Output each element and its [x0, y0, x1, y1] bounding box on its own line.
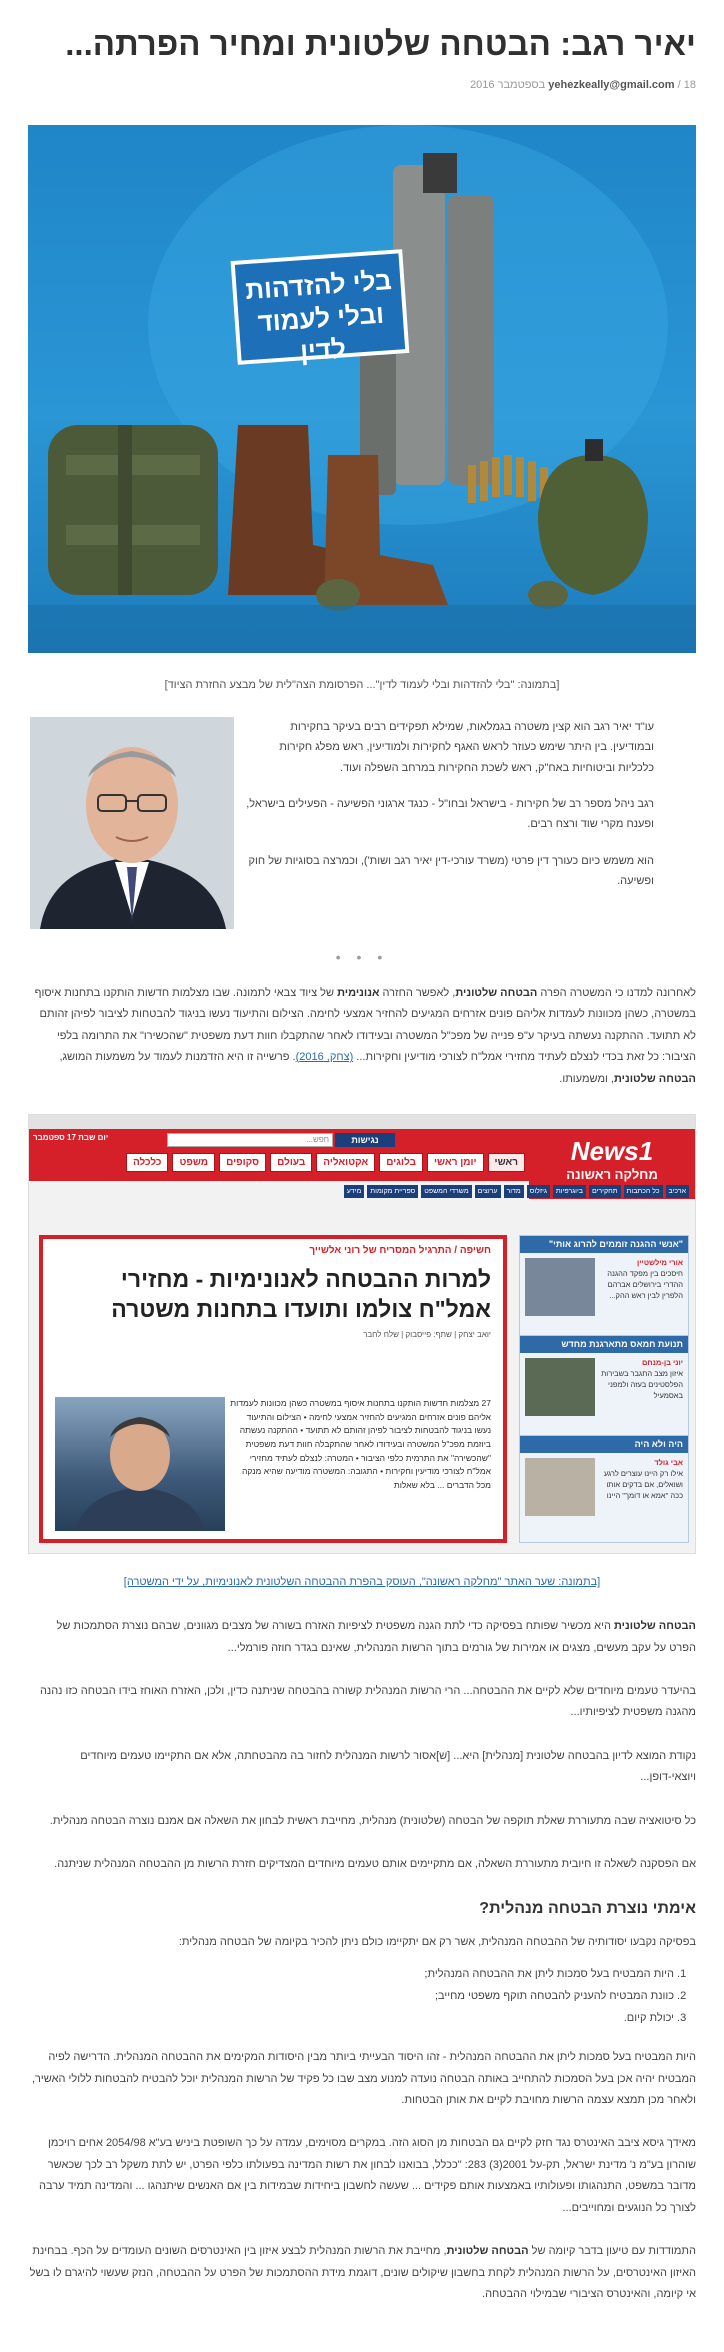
news-side-head: "אנשי ההגנה זוממים להרוג אותי" [520, 1236, 688, 1253]
hero-sign-line2: ובלי לעמוד לדין [256, 298, 385, 367]
news-nav-item[interactable]: בלוגים [379, 1153, 423, 1172]
body-paragraph: אם הפסקנה לשאלה זו חיובית מתעוררת השאלה, אם מתקיימים אותם טעמים מיוחדים המצדיקים חזרת הרשות מן ההבטחה המנהלית שניתנה. [54, 1858, 696, 1871]
intro-text: , ומשמעותו. [559, 1072, 614, 1085]
body-text: , מחייבת את הרשות המנהלית לבצע איזון בין האינטרסים השונים העומדים על הכף. בבחינת האיזון האינטרסים, על הרשות המנהלית לקחת בחשבון שיקולים שונים, דוגמת מידת ההסתמכות של הפרט על ההבטחה, הנזק שעשוי להיגרם לו בשל אי קיומה, והאינטרס הציבורי שבמילוי ההבטחה. [29, 2245, 696, 2300]
body-paragraph [28, 1616, 696, 1659]
list-item: 3. יכולת קיום. [28, 2007, 674, 2029]
news-side-block[interactable] [520, 1236, 688, 1336]
intro-text: של ציוד צבאי לתמונה. שבו מצלמות חדשות הותקנו בתחנות איסוף במשטרה, כשהן מכוונות לעמדות אליהם פונים אזרחים המגיעים להחזיר אמצעי לחימה. הצילום והתיעוד נעשו בניגוד להבטחות לציבור לפיהן זהותם לא תתועד. ההתקנה נעשתה בעיקר ע"פ פנייה של מפכ"ל המשטרה ובעידודו לאחר שהתקבלו חוות דעת משפטית "שהכשירו" את התרומה בלפי הציבור: כל זאת בכדי לנצלם לעתיד מחזירי אמל"ח לצורכי מודיעין וחקירות... [34, 986, 696, 1064]
hero-illustration [28, 125, 696, 653]
news-side-block[interactable] [520, 1336, 688, 1436]
bio-paragraph: עו"ד יאיר רגב הוא קצין משטרה בגמלאות, שמילא תפקידים רבים בעיקר בחקירות ובמודיעין. בין היתר שימש כעוזר לראש האגף לחקירות ולמודיעין, ראש מפלג חקירות כלכליות וביטוחיות באח"ק, ראש לשכת החקירות במרחב השפלה ועוד. [279, 720, 654, 774]
article-body [28, 1616, 696, 2305]
body-paragraph: נקודת המוצא לדיון בהבטחה שלטונית [מנהלית] היא... [ש]אסור לרשות המנהלית לחזור בה מהבטחתה, אלא אם התקיימו טעמים מיוחדים ויוצאי-דופן... [80, 1749, 696, 1784]
news-sidebar [519, 1235, 689, 1543]
news-side-text [598, 1358, 683, 1402]
news-date: יום שבת 17 ספטמבר [33, 1133, 109, 1143]
news-subnav-item[interactable]: ארכיב [666, 1185, 689, 1198]
citation-link[interactable]: (צחק, 2016) [295, 1051, 354, 1064]
news-story-byline: יואב יצחק | שתף: פייסבוק | שלח לחבר [363, 1329, 491, 1339]
section-separator: • • • [335, 948, 389, 965]
bio-paragraph: הוא משמש כיום כעורך דין פרטי (משרד עורכי-דין יאיר רגב ושות'), וכמרצה בסוגיות של חוק ופשיעה. [248, 854, 654, 887]
bio-text [244, 717, 654, 907]
body-paragraph [28, 2241, 696, 2305]
news-side-text [598, 1458, 683, 1502]
news-story-photo [55, 1397, 225, 1531]
article-meta [28, 79, 696, 91]
meta-date-number: 18 [683, 78, 696, 91]
news-nav [126, 1153, 525, 1172]
news-header-bar [29, 1129, 531, 1181]
news-side-thumb [525, 1358, 595, 1416]
news-side-author: אורי מילשטיין [637, 1258, 683, 1268]
intro-text: לאחרונה למדנו כי המשטרה הפרה [537, 986, 696, 999]
news-top-strip [29, 1115, 696, 1129]
body-text: היא מכשיר שפותח בפסיקה כדי לתת הגנה משפטית לציפיות האזרח בשורה של מצבים מגוונים, שבהם נוצרת הסתמכות של הפרט על עקב מעשים, מצגים או אמירות של גורמים בתוך הרשות המנהלית, שאינם בגדר חוזה פורמלי... [56, 1620, 696, 1654]
news-caption [28, 1576, 696, 1588]
intro-text: . פרשייה זו היא הזדמנות לעמוד על משמעות המושג, [59, 1051, 296, 1064]
author-email-link[interactable]: yehezkeally@gmail.com [548, 78, 675, 91]
list-item: 1. היות המבטיח בעל סמכות ליתן את ההבטחה המנהלית; [28, 1963, 674, 1985]
news-side-text [598, 1258, 683, 1302]
news-nav-item[interactable]: סקופים [219, 1153, 266, 1172]
news-side-head: תנועת חמאס מתארגנת מחדש [520, 1336, 688, 1353]
news-search-input[interactable]: חפש... [167, 1133, 333, 1147]
hero-sign-line1: בלי להזדהות [244, 264, 393, 306]
news-nav-item[interactable]: אקטואליה [316, 1153, 375, 1172]
body-paragraph: מאידך גיסא ציבב האינטרס נגד חזק לקיים גם הבטחות מן הסוג הזה. במקרים מסוימים, עמדה על כך השופטת ביניש בע"א 2054/98 אחים רויכמן שוהרון בע"מ נ' מדינת ישראל, תק-על 2001(3) 283: "ככלל, בבואנו לבחון את רשות המדינה בפעולתו כלפי הפרט, יש לתת משקל רב לכך שכאשר מדובר במשפט, התנהגותו ופעולותיו באמצעות אותם פקידים ... שעשה לחשבון ביחידות שבמידות בין אם האנשים שיתנהגו ... והמדינה תמיד ערבה לצורך כל הנוגעים ומחוייבים... [39, 2137, 696, 2214]
news-nav-item[interactable]: בעולם [270, 1153, 312, 1172]
news-side-summary: חיסכים בין מפקד ההגנה ההדרי בירושלים אברהם הלפרין לבין ראש ההק... [607, 1269, 683, 1300]
section-heading: אימתי נוצרת הבטחה מנהלית? [479, 1899, 696, 1917]
news-side-thumb [525, 1458, 595, 1516]
news-story-kicker: חשיפה / התרגיל המסריח של רוני אלשייך [309, 1245, 491, 1257]
officer-illustration [55, 1397, 225, 1531]
body-paragraph: כל סיטואציה שבה מתעוררת שאלת תוקפה של הבטחה (שלטונית) מנהלית, מחייבת ראשית לבחון את השאלה אם אמנם נוצרה הבטחה מנהלית. [49, 1814, 696, 1827]
news-subnav-item[interactable]: תחקירים [589, 1185, 621, 1198]
news-side-author: אבי גולד [654, 1458, 683, 1468]
hero-sign [231, 249, 410, 365]
news-side-summary: איזון מצב התגבר בשבירות הפלסטינים בעזה ולמפני באסמעיל [601, 1369, 683, 1400]
news-subnav-item[interactable]: ביוגרפיות [553, 1185, 586, 1198]
body-paragraph: בהיעדר טעמים מיוחדים שלא לקיים את ההבטחה... הרי הרשות המנהלית קשורה בהבטחה שניתנה כדין, ולכן, האזרח האוחז בידו הבטחה כזו נהנה מהגנה משפטית לציפיותיו... [39, 1685, 696, 1719]
news-subnav-item[interactable]: משרדי המשפט [421, 1185, 471, 1198]
hero-caption: [בתמונה: "בלי להזדהות ובלי לעמוד לדין"... הפרסומת הצה"לית של מבצע החזרת הציוד] [164, 678, 560, 691]
body-paragraph: היות המבטיח בעל סמכות ליתן את ההבטחה המנהלית - זהו היסוד הבעייתי ביותר מבין היסודות המקימים את ההבטחה המנהלית. הדרישה לפיה המבטיח יהיה אכן בעל הסמכות להתחייב באותה הבטחה נועדה למנוע מצב שבו כל פקיד של הרשות המנהלית יוכל להבטיח להבטחות ללולי האשיר, ולאחר מכן תמצא עצמה הרשות מחויבת לקיים את אותן הבטחות. [32, 2051, 696, 2106]
author-bio [28, 717, 696, 935]
meta-separator: / [677, 78, 681, 91]
body-bold: הבטחה שלטונית [613, 1620, 696, 1633]
news-side-head: היה ולא היה [520, 1436, 688, 1453]
news-nav-item[interactable]: יומן ראשי [427, 1153, 484, 1172]
portrait-illustration [30, 717, 234, 929]
news-story-title[interactable]: למרות ההבטחה לאנונימיות - מחזירי אמל"ח צולמו ותועדו בתחנות משטרה [111, 1266, 491, 1323]
news-logo-sub: מחלקה ראשונה [566, 1166, 658, 1182]
news-logo-main: News1 [570, 1136, 654, 1167]
news-caption-text[interactable]: [בתמונה: שער האתר "מחלקה ראשונה", העוסק בהפרת ההבטחה השלטונית לאנונימיות, על ידי המשטרה] [123, 1576, 601, 1589]
news-side-summary: אילו רק היינו עוצרים לרגע ושואלים, אם בדקים אותו ככה "אמא או דומך" היינו [603, 1469, 683, 1500]
news-accessibility-button[interactable]: נגישות [335, 1133, 395, 1147]
intro-text: , לאפשר החזרה [379, 986, 456, 999]
news-nav-item[interactable]: משפט [172, 1153, 215, 1172]
news-subnav [344, 1185, 689, 1198]
meta-date-text: בספטמבר 2016 [470, 78, 546, 91]
bio-paragraph: רגב ניהל מספר רב של חקירות - בישראל ובחו"ל - כנגד ארגוני הפשיעה - הפעילים בישראל, ופענח מקרי שוד ורצח רבים. [246, 797, 654, 831]
criteria-list [28, 1963, 696, 2029]
news-side-author: יוני בן-מנחם [641, 1358, 683, 1368]
news-subnav-item[interactable]: מידע [344, 1185, 365, 1198]
intro-bold: אנונימית [337, 986, 380, 999]
news-nav-item[interactable]: ראשי [488, 1153, 525, 1172]
hero-image [28, 125, 696, 653]
news-main-story[interactable] [39, 1235, 507, 1543]
body-paragraph: בפסיקה נקבעו יסודותיה של ההבטחה המנהלית, אשר רק אם יתקיימו כולם ניתן להכיר בקיומה של הבטחה מנהלית: [178, 1935, 696, 1948]
news-subnav-item[interactable]: ערוצים [475, 1185, 501, 1198]
news-subnav-item[interactable]: ספריית מקומות [367, 1185, 418, 1198]
news-subnav-item[interactable]: גיזלוס [527, 1185, 550, 1198]
intro-bold: הבטחה שלטונית [613, 1072, 696, 1085]
news-story-body: 27 מצלמות חדשות הותקנו בתחנות איסוף במשטרה כשהן מכוונות לעמדות אליהם פונים אזרחים המגיעים להחזיר אמצעי לחימה • הצילום והתיעוד נעשו בניגוד להבטחות לציבור לפיהן זהותם לא תתועד • ההתקנה נעשתה ביוזמת מפכ"ל המשטרה ובעידודו לאחר שהתקבלה חוות דעת משפטית "שהכשירה" את התרמית כלפי הציבור • המטרה: לנצלם לעתיד מחזירי אמל"ח לצורכי מודיעין וחקירות • התגובה: המשטרה מודיעה שהיא מנקה מכל הדברים ... בלא שאלות [230, 1398, 491, 1490]
list-item: 2. כוונת המבטיח להעניק להבטחה תוקף משפטי מחייב; [28, 1985, 674, 2007]
body-text: התמודדות עם טיעון בדבר קיומה של [528, 2245, 696, 2258]
intro-paragraph [28, 983, 696, 1090]
body-bold: הבטחה שלטונית [446, 2245, 529, 2258]
news-site-screenshot [28, 1114, 696, 1554]
news-side-thumb [525, 1258, 595, 1316]
intro-bold: הבטחה שלטונית [455, 986, 538, 999]
author-portrait [30, 717, 234, 929]
news-subnav-item[interactable]: מדור [504, 1185, 524, 1198]
news-subnav-item[interactable]: כל הכתבות [624, 1185, 663, 1198]
news-side-block[interactable] [520, 1436, 688, 1536]
news-nav-item[interactable]: כלכלה [126, 1153, 168, 1172]
article-title: יאיר רגב: הבטחה שלטונית ומחיר הפרתה... [65, 25, 696, 62]
